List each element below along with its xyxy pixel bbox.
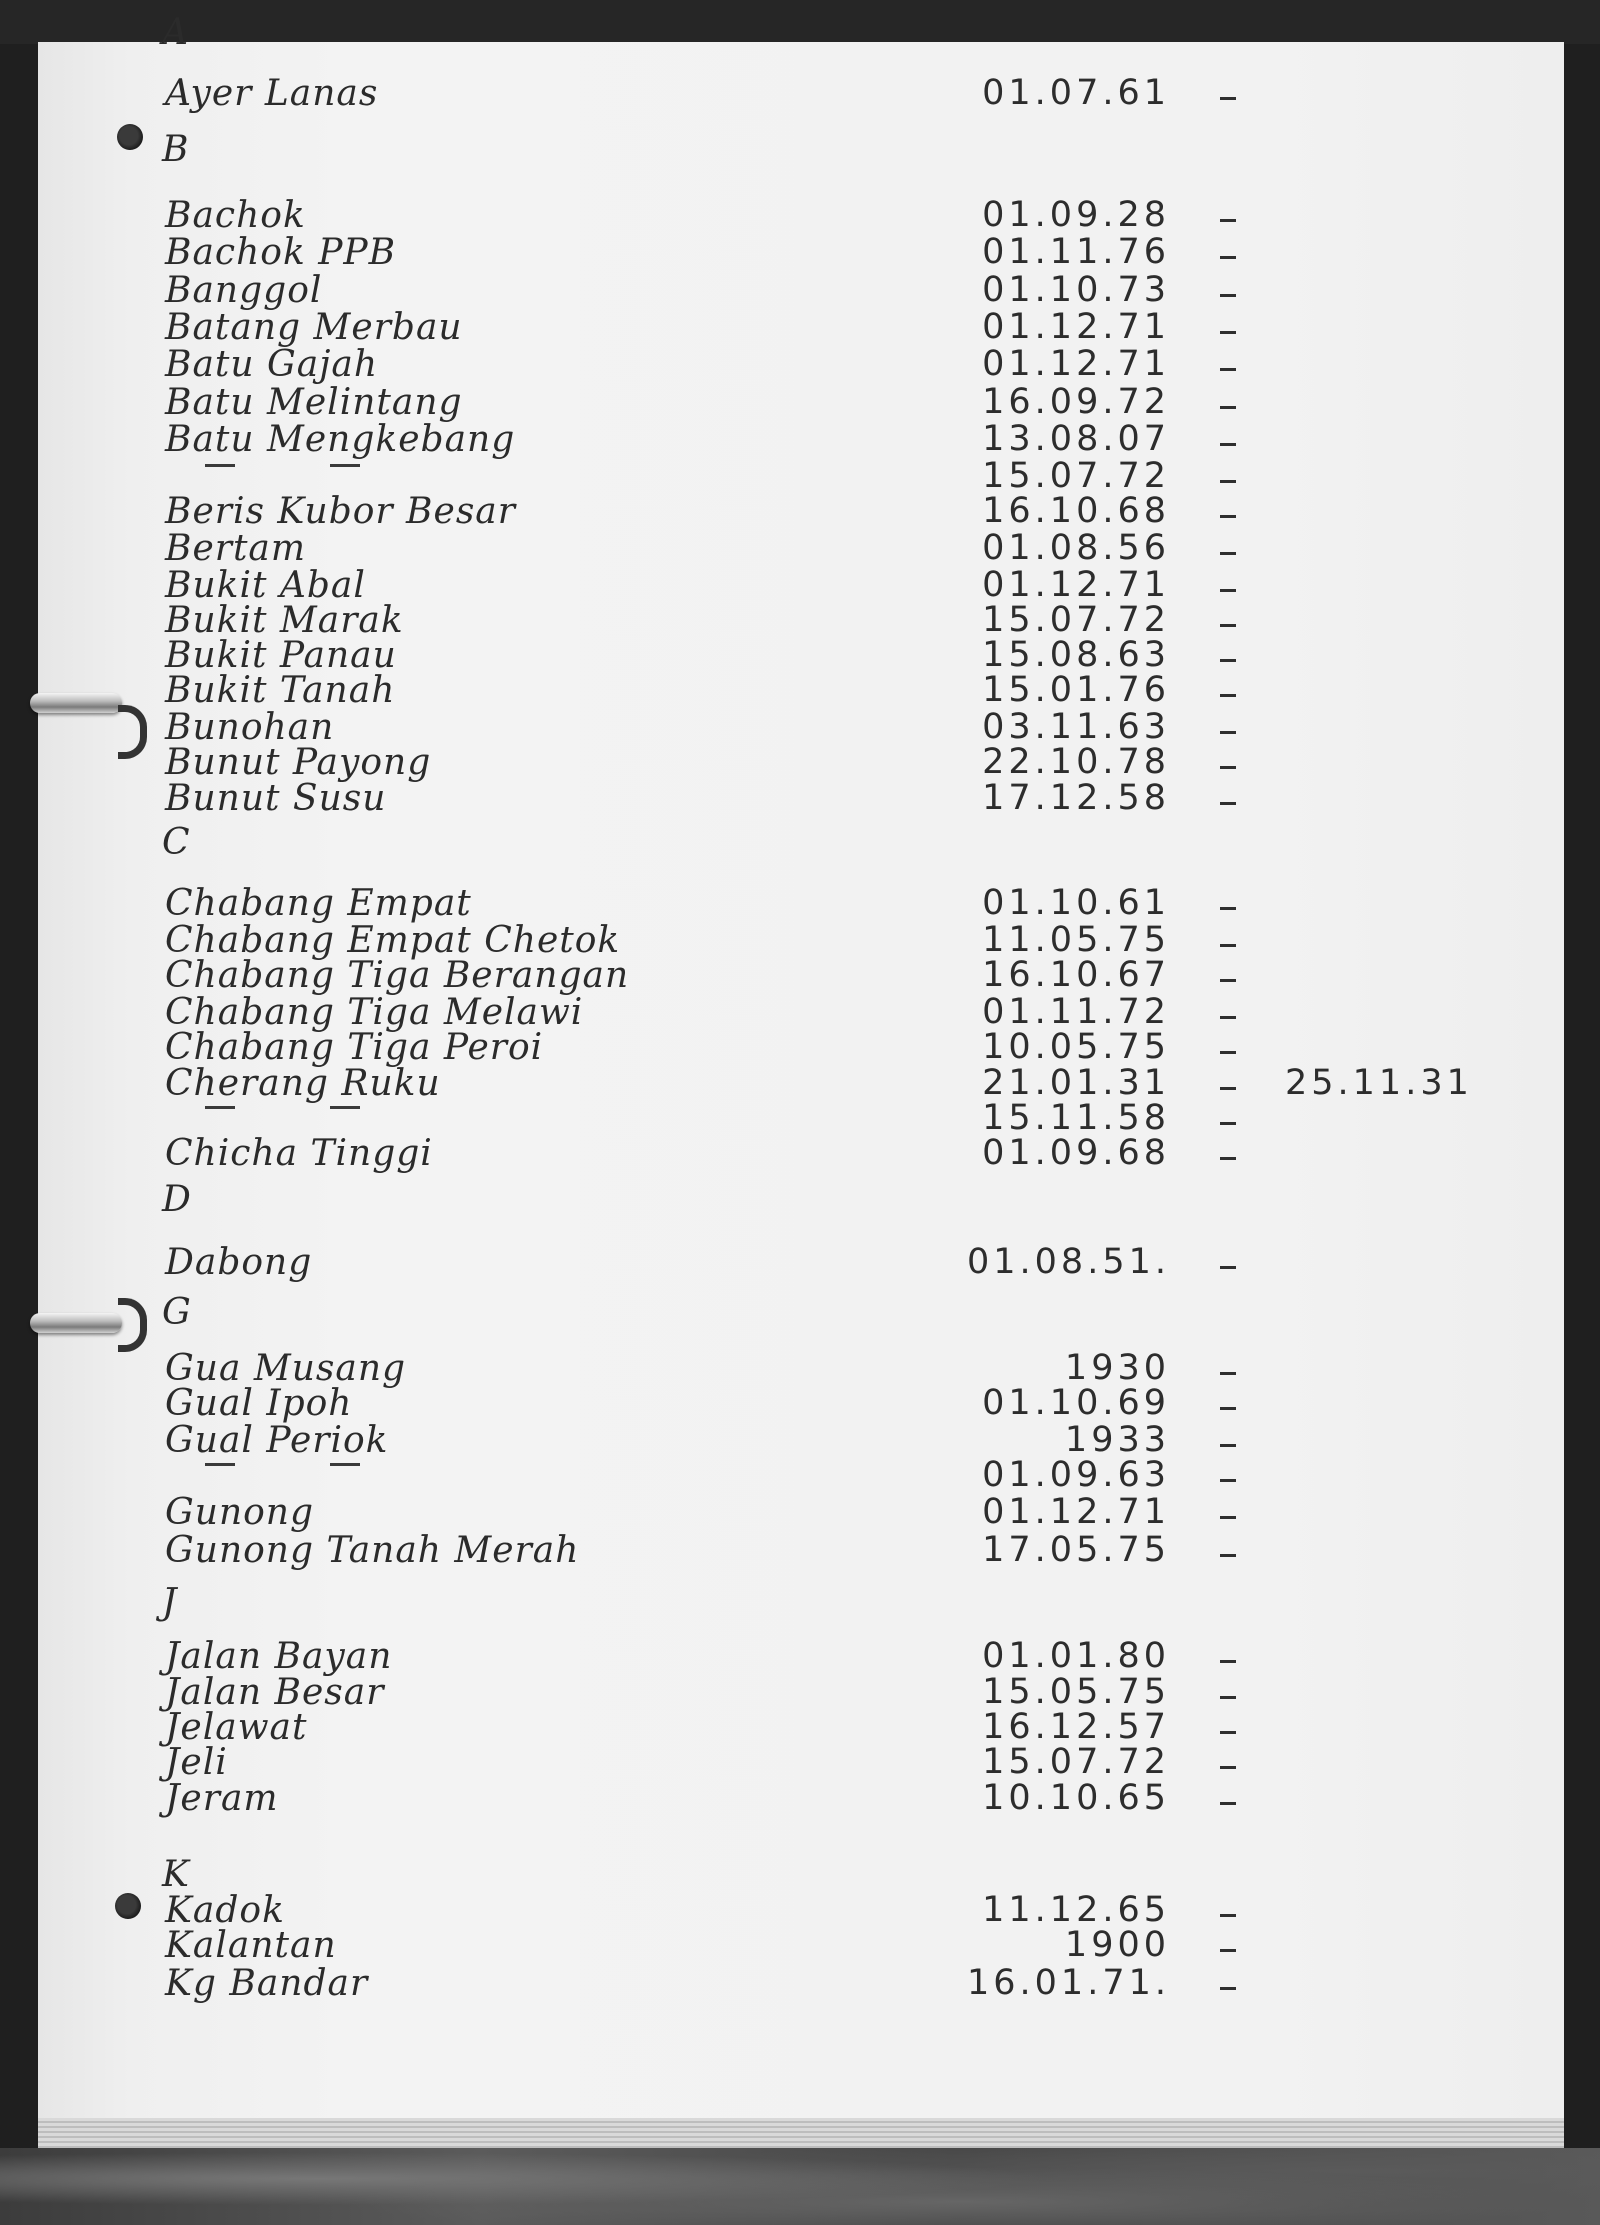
section-letter: D [162, 1179, 191, 1220]
dash-mark [1220, 659, 1236, 662]
open-date: 01.12.71 [982, 1492, 1170, 1532]
punch-hole [115, 1893, 141, 1919]
open-date: 01.07.61 [982, 73, 1170, 113]
dash-mark [1220, 1122, 1236, 1125]
dash-mark [1220, 1949, 1236, 1952]
open-date: 01.09.68 [982, 1133, 1170, 1173]
open-date: 16.10.67 [982, 955, 1170, 995]
station-name: Dabong [165, 1242, 313, 1283]
dash-mark [1220, 1016, 1236, 1019]
station-name: Cherang Ruku [165, 1063, 441, 1104]
station-name: Chicha Tinggi [165, 1133, 433, 1174]
station-name: Bunut Payong [165, 742, 432, 783]
station-name: Chabang Empat Chetok [165, 920, 621, 961]
open-date: 1930 [1064, 1348, 1170, 1388]
open-date: 15.08.63 [982, 635, 1170, 675]
section-letter: J [162, 1582, 177, 1623]
open-date: 15.01.76 [982, 670, 1170, 710]
dash-mark [1220, 766, 1236, 769]
station-name: Bukit Abal [165, 565, 366, 606]
close-date: 25.11.31 [1285, 1063, 1473, 1103]
station-name: Batu Gajah [165, 344, 379, 385]
section-letter: K [162, 1854, 189, 1895]
station-name: Bachok [165, 195, 306, 236]
station-name: Bachok PPB [165, 232, 397, 273]
station-name: Kadok [165, 1890, 285, 1931]
ditto-mark [205, 1463, 235, 1466]
station-name: Batang Merbau [165, 307, 463, 348]
open-date: 1933 [1064, 1420, 1170, 1460]
dash-mark [1220, 944, 1236, 947]
station-name: Gua Musang [165, 1348, 407, 1389]
marble-cover [0, 2148, 1600, 2225]
open-date: 01.11.76 [982, 232, 1170, 272]
dash-mark [1220, 1157, 1236, 1160]
ditto-mark [330, 464, 360, 467]
open-date: 16.12.57 [982, 1707, 1170, 1747]
station-name: Bukit Tanah [165, 670, 396, 711]
station-name: Chabang Empat [165, 883, 472, 924]
dash-mark [1220, 552, 1236, 555]
section-letter: B [162, 129, 189, 170]
dash-mark [1220, 694, 1236, 697]
station-name: Bertam [165, 528, 307, 569]
open-date: 13.08.07 [982, 419, 1170, 459]
station-name: Beris Kubor Besar [165, 491, 516, 532]
open-date: 03.11.63 [982, 707, 1170, 747]
ditto-mark [330, 1463, 360, 1466]
dash-mark [1220, 219, 1236, 222]
page-stack-edge [38, 2118, 1564, 2148]
dash-mark [1220, 294, 1236, 297]
dash-mark [1220, 1479, 1236, 1482]
open-date: 01.10.73 [982, 270, 1170, 310]
station-name: Kg Bandar [165, 1963, 369, 2004]
open-date: 01.12.71 [982, 344, 1170, 384]
open-date: 10.05.75 [982, 1027, 1170, 1067]
dash-mark [1220, 368, 1236, 371]
dash-mark [1220, 515, 1236, 518]
open-date: 15.07.72 [982, 600, 1170, 640]
open-date: 16.09.72 [982, 382, 1170, 422]
open-date: 01.12.71 [982, 307, 1170, 347]
open-date: 01.09.28 [982, 195, 1170, 235]
section-letter: C [162, 822, 190, 863]
dash-mark [1220, 443, 1236, 446]
dash-mark [1220, 1731, 1236, 1734]
dash-mark [1220, 406, 1236, 409]
station-name: Kalantan [165, 1925, 337, 1966]
section-letter: G [162, 1292, 191, 1333]
dash-mark [1220, 979, 1236, 982]
dash-mark [1220, 1444, 1236, 1447]
dash-mark [1220, 1051, 1236, 1054]
open-date: 10.10.65 [982, 1778, 1170, 1818]
station-name: Batu Mengkebang [165, 419, 516, 460]
station-name: Gunong [165, 1492, 315, 1533]
station-name: Chabang Tiga Melawi [165, 992, 584, 1033]
dash-mark [1220, 624, 1236, 627]
ditto-mark [330, 1106, 360, 1109]
open-date: 15.07.72 [982, 456, 1170, 496]
dash-mark [1220, 1914, 1236, 1917]
station-name: Gunong Tanah Merah [165, 1530, 580, 1571]
dash-mark [1220, 1516, 1236, 1519]
station-name: Gual Periok [165, 1420, 389, 1461]
open-date: 01.11.72 [982, 992, 1170, 1032]
binder-ring [30, 1313, 122, 1333]
dash-mark [1220, 589, 1236, 592]
open-date: 15.07.72 [982, 1742, 1170, 1782]
station-name: Batu Melintang [165, 382, 463, 423]
dash-mark [1220, 331, 1236, 334]
station-name: Banggol [165, 270, 323, 311]
dash-mark [1220, 1266, 1236, 1269]
dash-mark [1220, 1802, 1236, 1805]
open-date: 21.01.31 [982, 1063, 1170, 1103]
section-letter: A [162, 12, 188, 53]
open-date: 01.01.80 [982, 1636, 1170, 1676]
station-name: Bunut Susu [165, 778, 387, 819]
open-date: 16.10.68 [982, 491, 1170, 531]
top-shadow [0, 0, 1600, 44]
open-date: 16.01.71. [967, 1963, 1170, 2003]
dash-mark [1220, 1554, 1236, 1557]
open-date: 01.08.56 [982, 528, 1170, 568]
station-name: Chabang Tiga Berangan [165, 955, 630, 996]
station-name: Jeli [165, 1742, 228, 1783]
dash-mark [1220, 480, 1236, 483]
open-date: 01.12.71 [982, 565, 1170, 605]
dash-mark [1220, 256, 1236, 259]
dash-mark [1220, 1372, 1236, 1375]
open-date: 1900 [1064, 1925, 1170, 1965]
station-name: Bukit Panau [165, 635, 397, 676]
open-date: 17.05.75 [982, 1530, 1170, 1570]
open-date: 15.11.58 [982, 1098, 1170, 1138]
open-date: 17.12.58 [982, 778, 1170, 818]
open-date: 01.09.63 [982, 1455, 1170, 1495]
dash-mark [1220, 1987, 1236, 1990]
ditto-mark [205, 1106, 235, 1109]
open-date: 22.10.78 [982, 742, 1170, 782]
dash-mark [1220, 1087, 1236, 1090]
open-date: 11.05.75 [982, 920, 1170, 960]
dash-mark [1220, 907, 1236, 910]
open-date: 15.05.75 [982, 1672, 1170, 1712]
dash-mark [1220, 802, 1236, 805]
open-date: 01.10.61 [982, 883, 1170, 923]
station-name: Jeram [165, 1778, 279, 1819]
station-name: Bunohan [165, 707, 335, 748]
station-name: Jalan Besar [165, 1672, 385, 1713]
binder-ring [30, 693, 122, 713]
station-name: Jelawat [165, 1707, 308, 1748]
ditto-mark [205, 464, 235, 467]
open-date: 01.10.69 [982, 1383, 1170, 1423]
station-name: Ayer Lanas [165, 73, 379, 114]
dash-mark [1220, 1766, 1236, 1769]
open-date: 01.08.51. [967, 1242, 1170, 1282]
dash-mark [1220, 1660, 1236, 1663]
dash-mark [1220, 731, 1236, 734]
station-name: Bukit Marak [165, 600, 404, 641]
station-name: Jalan Bayan [165, 1636, 393, 1677]
station-name: Gual Ipoh [165, 1383, 353, 1424]
dash-mark [1220, 97, 1236, 100]
open-date: 11.12.65 [982, 1890, 1170, 1930]
station-name: Chabang Tiga Peroi [165, 1027, 544, 1068]
punch-hole [117, 124, 143, 150]
dash-mark [1220, 1696, 1236, 1699]
dash-mark [1220, 1407, 1236, 1410]
